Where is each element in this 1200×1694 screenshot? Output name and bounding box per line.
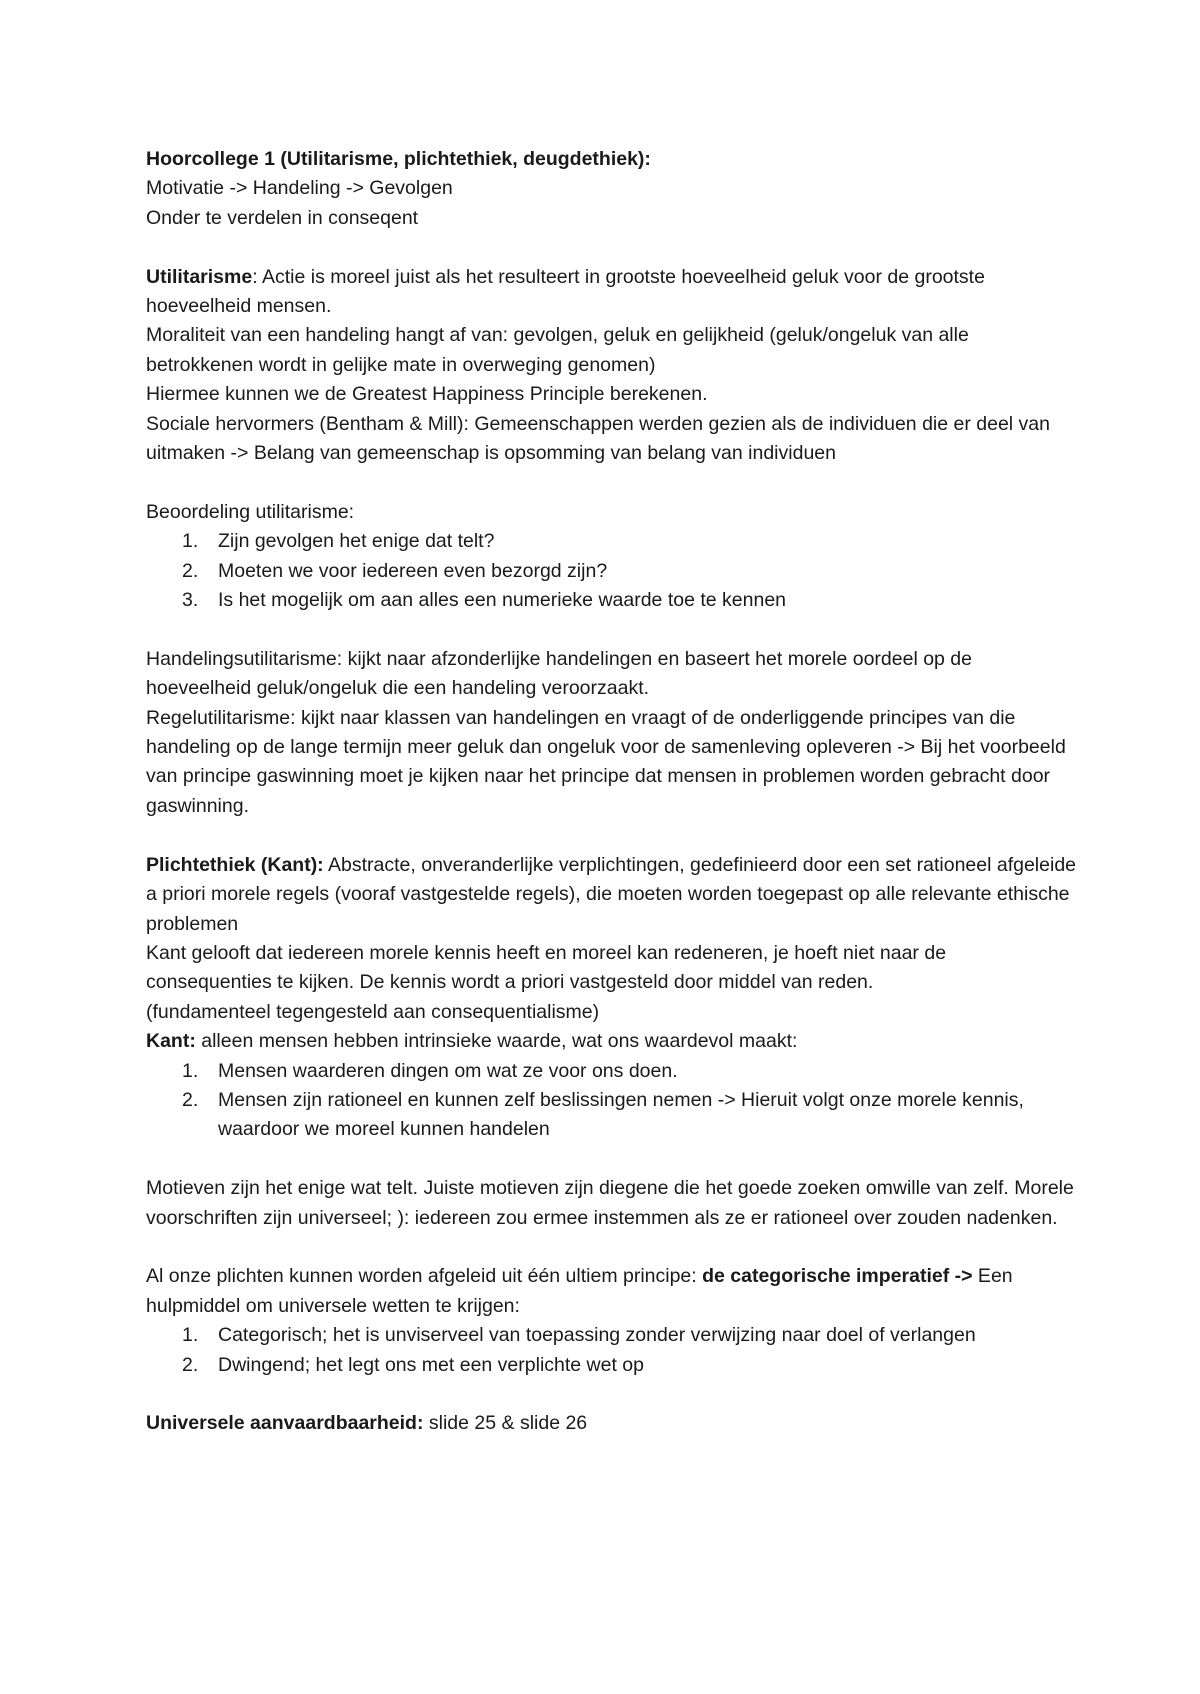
term-universele-aanvaardbaarheid: Universele aanvaardbaarheid: xyxy=(146,1412,424,1435)
term-plichtethiek: Plichtethiek (Kant): xyxy=(146,853,324,876)
paragraph-line: Sociale hervormers (Bentham & Mill): Gemeenschappen werden gezien als de individuen die er deel van uitmaken -> Belang van gemeenschap is opsomming van belang van individuen xyxy=(146,412,1050,465)
term-kant: Kant: xyxy=(146,1030,196,1053)
intro-line: Onder te verdelen in conseqent xyxy=(146,206,419,229)
list-item: 1. Zijn gevolgen het enige dat telt? xyxy=(182,530,495,553)
spacer xyxy=(146,233,1076,262)
paragraph-line: Hiermee kunnen we de Greatest Happiness Principle berekenen. xyxy=(146,383,708,406)
intro-line: Motivatie -> Handeling -> Gevolgen xyxy=(146,177,453,200)
list-item: 2. Mensen zijn rationeel en kunnen zelf beslissingen nemen -> Hieruit volgt onze morele kennis, waardoor we moreel kunnen handelen xyxy=(182,1088,1024,1141)
lecture-title: Hoorcollege 1 (Utilitarisme, plichtethiek, deugdethiek): xyxy=(146,148,651,170)
term-utilitarisme: Utilitarisme xyxy=(146,265,253,288)
motieven-paragraph: Motieven zijn het enige wat telt. Juiste motieven zijn diegene die het goede zoeken omwille van zelf. Morele voorschriften zijn universeel; ): iedereen zou ermee instemmen als ze er rationeel over zouden nadenken. xyxy=(146,1177,1074,1229)
term-categorische-imperatief: de categorische imperatief -> xyxy=(702,1265,973,1288)
utilitarisme-definition: Utilitarisme: Actie is moreel juist als het resulteert in grootste hoeveelheid geluk voor de grootste hoeveelheid mensen. xyxy=(146,265,985,318)
spacer xyxy=(146,468,1076,497)
list-item: 1. Mensen waarderen dingen om wat ze voor ons doen. xyxy=(182,1059,678,1082)
list-item: 2. Dwingend; het legt ons met een verplichte wet op xyxy=(182,1353,645,1376)
list-item: 3. Is het mogelijk om aan alles een numerieke waarde toe te kennen xyxy=(182,589,787,612)
document-body xyxy=(146,145,1076,1439)
list-item: 2. Moeten we voor iedereen even bezorgd zijn? xyxy=(182,559,608,582)
list-item: 1. Categorisch; het is unviserveel van toepassing zonder verwijzing naar doel of verlangen xyxy=(182,1324,976,1347)
spacer xyxy=(146,1145,1076,1174)
universele-line: Universele aanvaardbaarheid: slide 25 & slide 26 xyxy=(146,1412,588,1435)
handelingsutilitarisme-paragraph: Handelingsutilitarisme: kijkt naar afzonderlijke handelingen en baseert het morele oordeel op de hoeveelheid geluk/ongeluk die een handeling veroorzaakt. xyxy=(146,647,972,700)
paragraph-line: Kant gelooft dat iedereen morele kennis heeft en moreel kan redeneren, je hoeft niet naar de consequenties te kijken. De kennis wordt a priori vastgesteld door middel van reden. xyxy=(146,941,947,994)
paragraph-line: (fundamenteel tegengesteld aan consequentialisme) xyxy=(146,1000,600,1023)
spacer xyxy=(146,821,1076,850)
paragraph-line: Moraliteit van een handeling hangt af van: gevolgen, geluk en gelijkheid (geluk/ongeluk van alle betrokkenen wordt in gelijke mate in overweging genomen) xyxy=(146,324,969,376)
beoordeling-heading: Beoordeling utilitarisme: xyxy=(146,500,355,523)
spacer xyxy=(146,1380,1076,1409)
kant-line: Kant: alleen mensen hebben intrinsieke waarde, wat ons waardevol maakt: xyxy=(146,1030,798,1053)
regelutilitarisme-paragraph: Regelutilitarisme: kijkt naar klassen van handelingen en vraagt of de onderliggende principes van die handeling op de lange termijn meer geluk dan ongeluk voor de samenleving opleveren -> Bij het voorbeeld van principe gaswinning moet je kijken naar het principe dat mensen in problemen worden gebracht door gaswinning. xyxy=(146,706,1066,817)
plichten-paragraph: Al onze plichten kunnen worden afgeleid uit één ultiem principe: de categorische imperatief -> Een hulpmiddel om universele wetten te krijgen: xyxy=(146,1265,1013,1317)
plichtethiek-definition: Plichtethiek (Kant): Abstracte, onveranderlijke verplichtingen, gedefinieerd door een set rationeel afgeleide a priori morele regels (vooraf vastgestelde regels), die moeten worden toegepast op alle relevante ethische problemen xyxy=(146,853,1077,935)
kant-list xyxy=(146,1057,1076,1145)
spacer xyxy=(146,615,1076,644)
beoordeling-list xyxy=(146,527,1076,615)
spacer xyxy=(146,1233,1076,1262)
imperatief-list xyxy=(146,1321,1076,1380)
